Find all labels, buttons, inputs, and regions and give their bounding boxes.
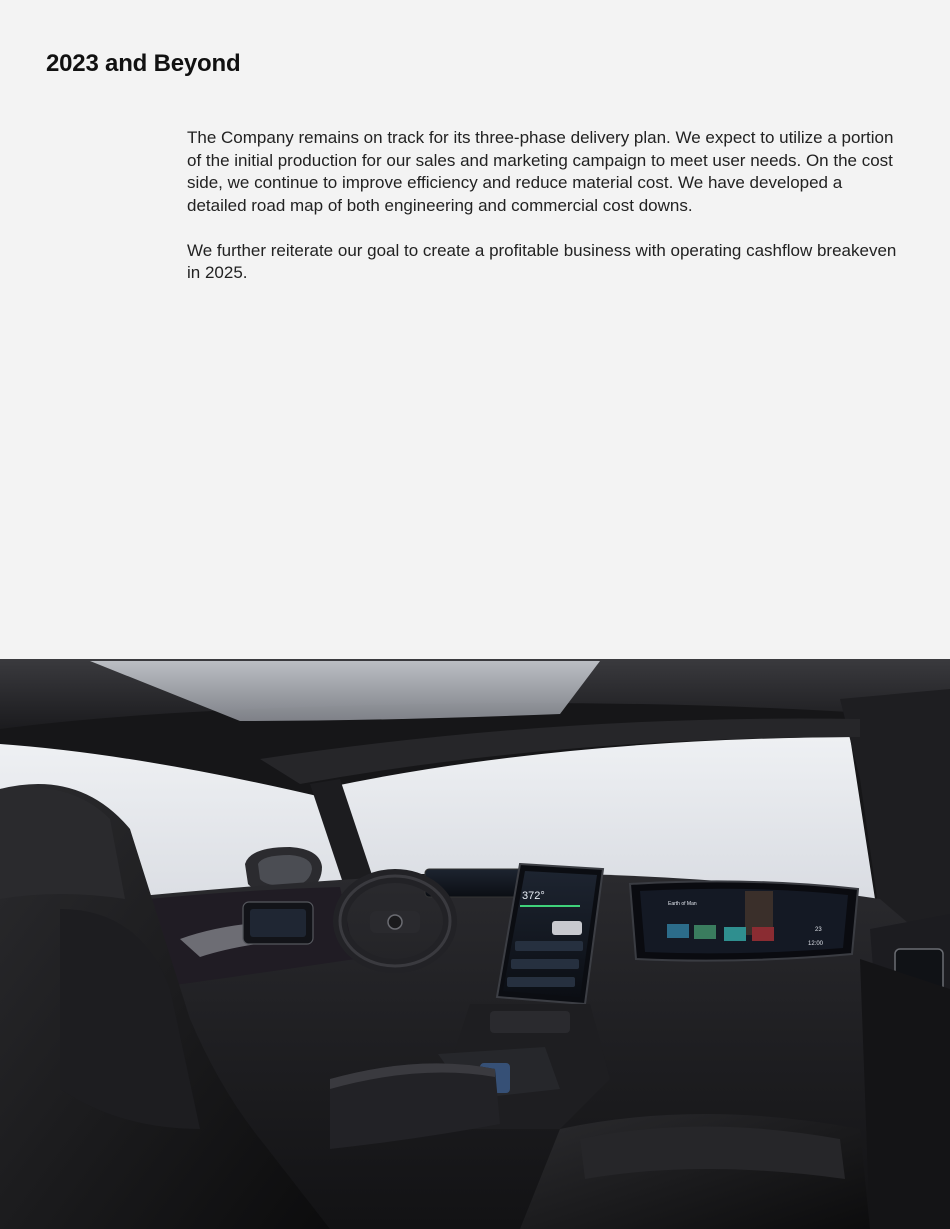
paragraph-1: The Company remains on track for its three-phase delivery plan. We expect to utilize a portion of the initial production for our sales and marketing campaign to meet user needs. On the cost side, we continue to improve efficiency and reduce material cost. We have developed a detailed road map of both engineering and commercial cost downs.	[187, 128, 894, 215]
center-temp-readout: 372°	[522, 890, 545, 902]
clock-readout: 12:00	[808, 941, 824, 947]
body-text	[187, 127, 897, 307]
passenger-temp-readout: 23	[815, 927, 822, 933]
car-interior-photo	[0, 659, 950, 1229]
media-title: Earth of Man	[668, 901, 697, 907]
paragraph-2: We further reiterate our goal to create a profitable business with operating cashflow breakeven in 2025.	[187, 240, 897, 282]
passenger-screen	[630, 881, 858, 960]
page-title: 2023 and Beyond	[46, 50, 241, 77]
